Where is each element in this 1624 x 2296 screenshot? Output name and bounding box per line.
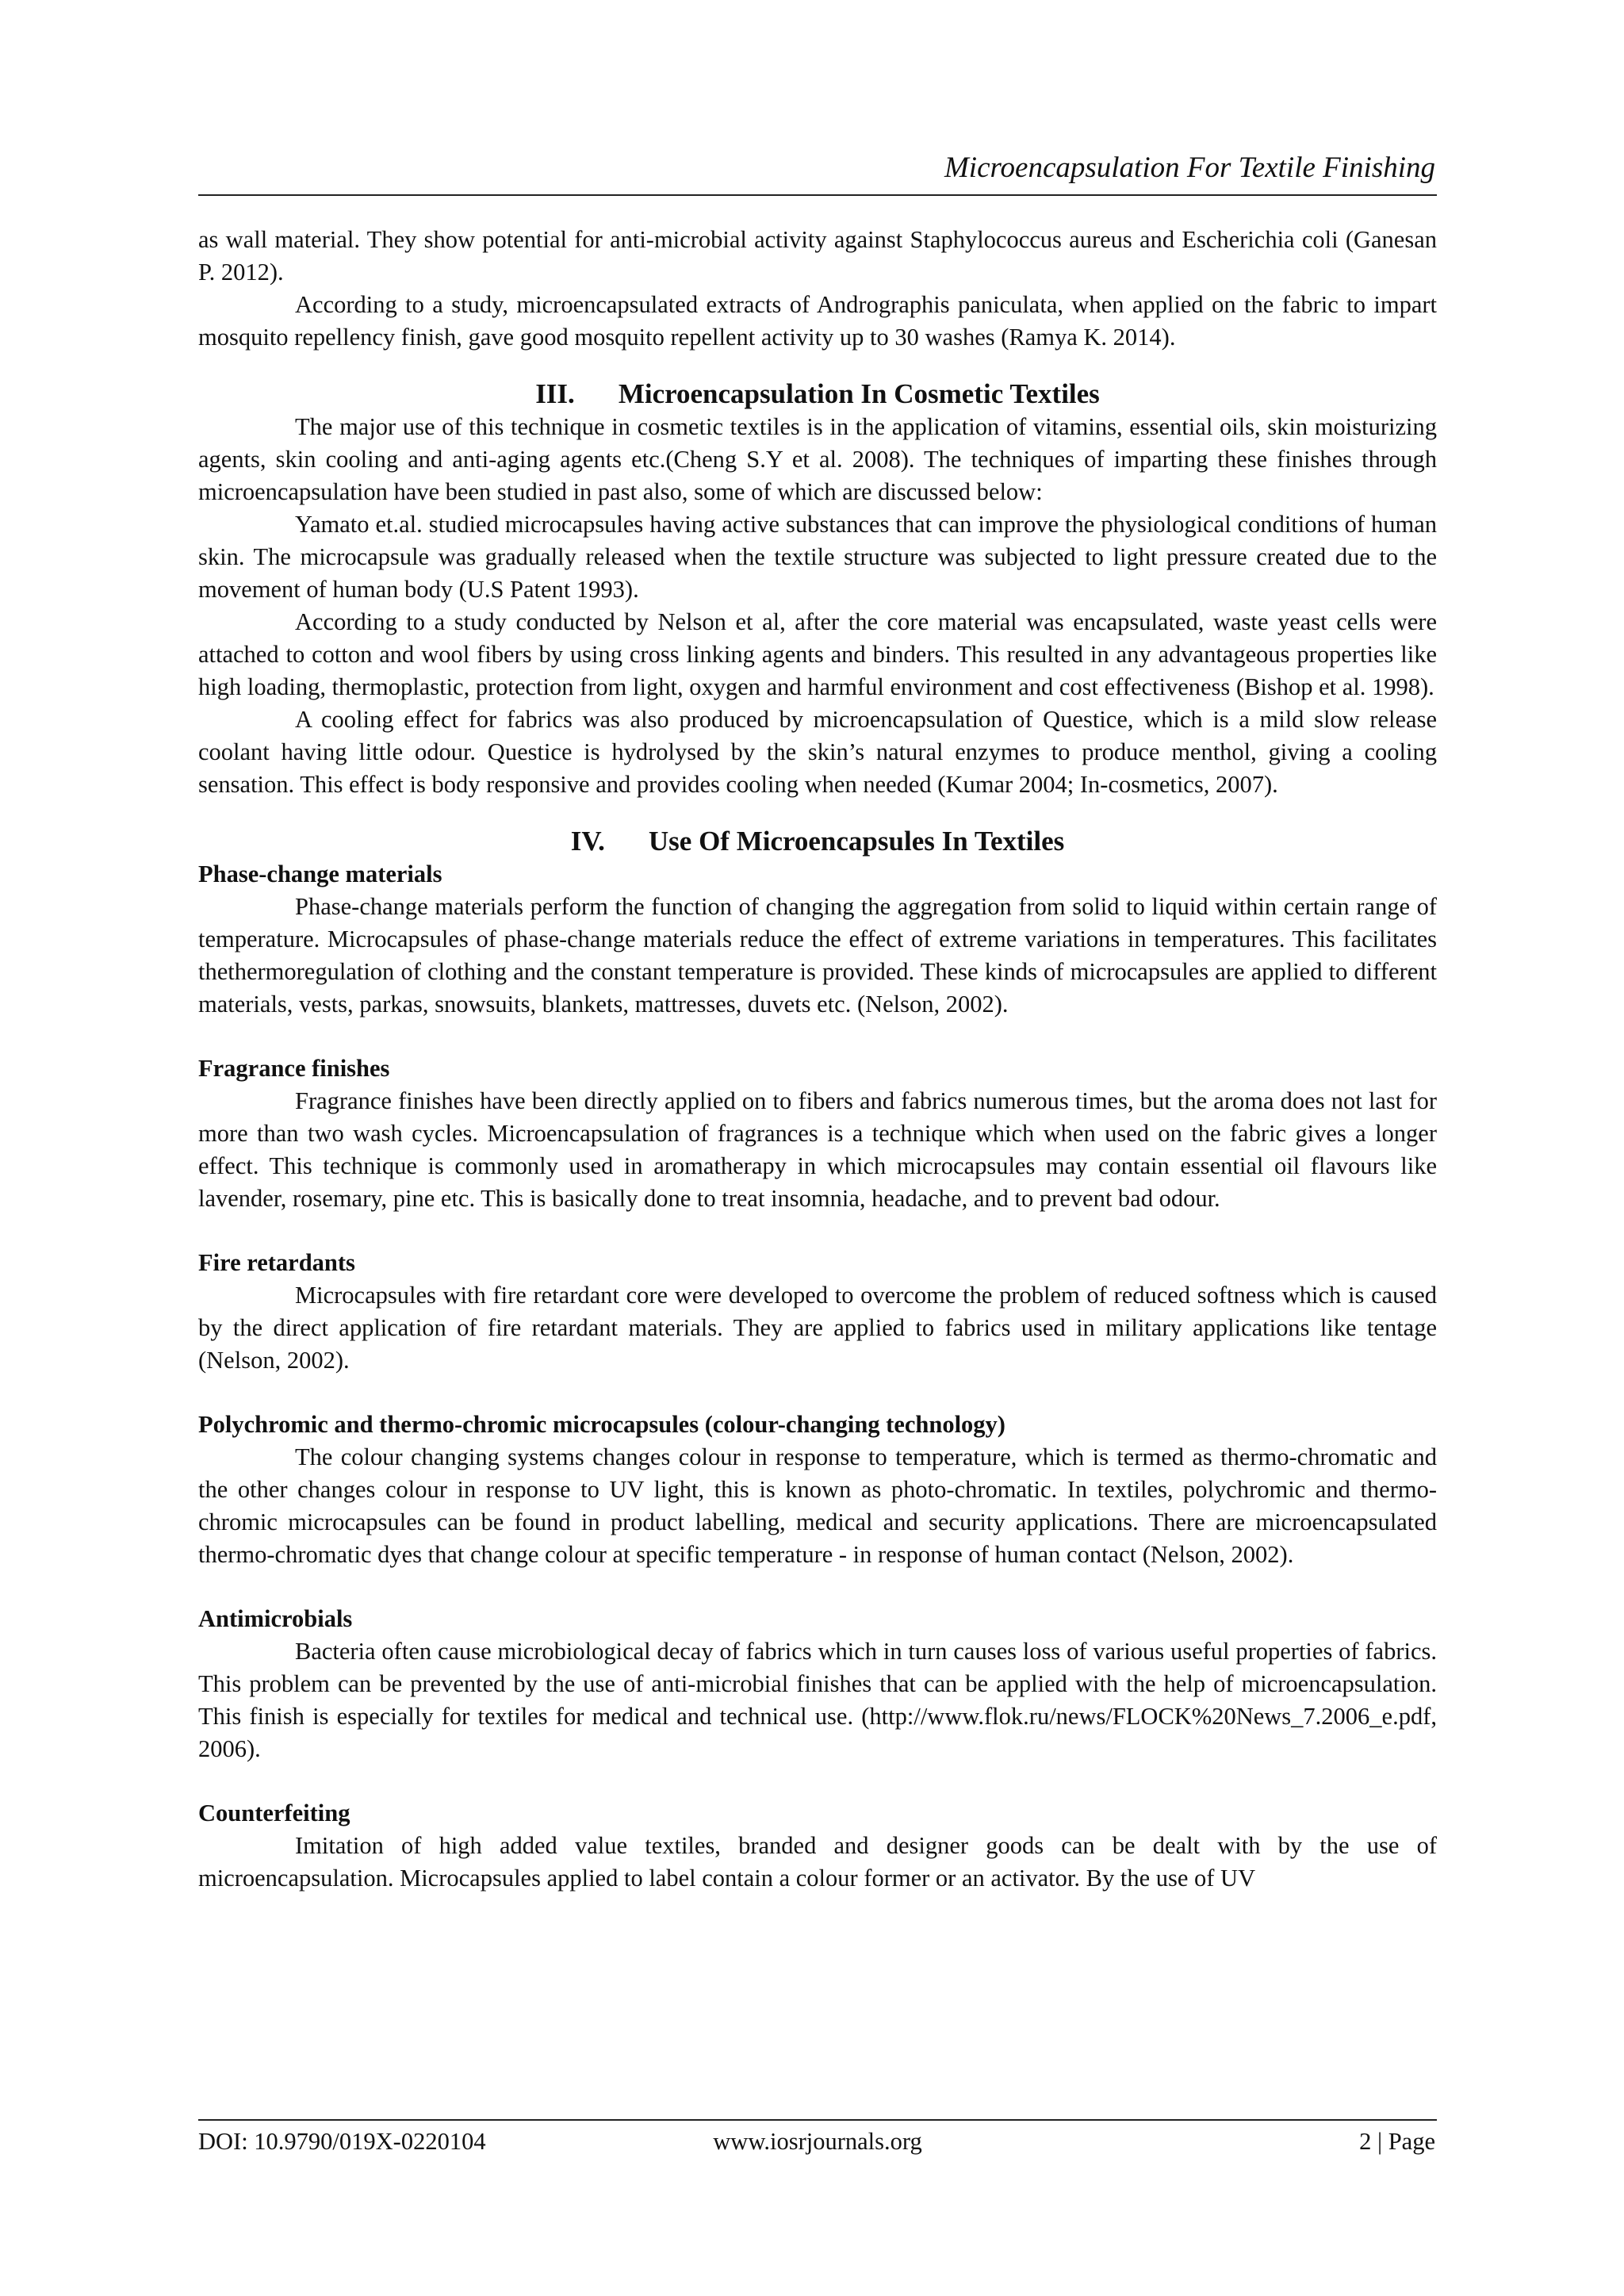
paragraph-continuation: as wall material. They show potential for anti-microbial activity against Staphylococcus aureus and Escherichia coli (Ganesan P. 2012). [198,226,1437,286]
header-rule [198,194,1437,196]
paragraph-fire-retardants: Microcapsules with fire retardant core were developed to overcome the problem of reduced softness which is caused by the direct application of fire retardant materials. They are applied to fabrics used in military applications like tentage (Nelson, 2002). [198,1282,1437,1374]
paragraph-fragrance: Fragrance finishes have been directly applied on to fibers and fabrics numerous times, but the aroma does not last for more than two wash cycles. Microencapsulation of fragrances is a technique which when used on the fabric gives a longer effect. This technique is commonly used in aromatherapy in which microcapsules may contain essential oil flavours like lavender, rosemary, pine etc. This is basically done to treat insomnia, headache, and to prevent bad odour. [198,1087,1437,1212]
subheading-fragrance: Fragrance finishes [198,1055,390,1082]
subheading-chromic: Polychromic and thermo-chromic microcapsules (colour-changing technology) [198,1411,1005,1438]
paragraph-yamato: Yamato et.al. studied microcapsules having active substances that can improve the physiological conditions of human skin. The microcapsule was gradually released when the textile structure was subjected to light pressure created due to the movement of human body (U.S Patent 1993). [198,511,1437,603]
footer-rule [198,2119,1437,2121]
subheading-antimicrobials: Antimicrobials [198,1605,353,1632]
paragraph-antimicrobials: Bacteria often cause microbiological decay of fabrics which in turn causes loss of various useful properties of fabrics. This problem can be prevented by the use of anti-microbial finishes that can be applied with the help of microencapsulation. This finish is especially for textiles for medical and technical use. (http://www.flok.ru/news/FLOCK%20News_7.2006_e.pdf, 2006). [198,1638,1437,1762]
paragraph-mosquito-repellency: According to a study, microencapsulated extracts of Andrographis paniculata, when applied on the fabric to impart mosquito repellency finish, gave good mosquito repellent activity up to 30 washes (Ramya K. 2014). [198,291,1437,351]
paragraph-nelson-yeast: According to a study conducted by Nelson et al, after the core material was encapsulated, waste yeast cells were attached to cotton and wool fibers by using cross linking agents and binders. This resulted in any advantageous properties like high loading, thermoplastic, protection from light, oxygen and harmful environment and cost effectiveness (Bishop et al. 1998). [198,608,1437,700]
subheading-phase-change: Phase-change materials [198,861,442,887]
section-number: III. [535,378,575,409]
subheading-counterfeiting: Counterfeiting [198,1800,350,1826]
footer-doi: DOI: 10.9790/019X-0220104 [198,2128,486,2155]
article-body [198,224,1437,1895]
section-title: Microencapsulation In Cosmetic Textiles [618,378,1100,409]
paragraph-cooling-effect: A cooling effect for fabrics was also produced by microencapsulation of Questice, which is a mild slow release coolant having little odour. Questice is hydrolysed by the skin’s natural enzymes to produce menthol, giving a cooling sensation. This effect is body responsive and provides cooling when needed (Kumar 2004; In-cosmetics, 2007). [198,706,1437,798]
footer-website: www.iosrjournals.org [713,2128,922,2155]
paragraph-counterfeiting: Imitation of high added value textiles, branded and designer goods can be dealt with by the use of microencapsulation. Microcapsules applied to label contain a colour former or an activator. By the use of UV [198,1832,1437,1892]
footer-page-number: 2 | Page [1359,2128,1435,2155]
paragraph-cosmetic-use: The major use of this technique in cosmetic textiles is in the application of vitamins, essential oils, skin moisturizing agents, skin cooling and anti-aging agents etc.(Cheng S.Y et al. 2008). The techniques of imparting these finishes through microencapsulation have been studied in past also, some of which are discussed below: [198,413,1437,505]
paragraph-chromic: The colour changing systems changes colour in response to temperature, which is termed as thermo-chromatic and the other changes colour in response to UV light, this is known as photo-chromatic. In textiles, polychromic and thermo-chromic microcapsules can be found in product labelling, medical and security applications. There are microencapsulated thermo-chromatic dyes that change colour at specific temperature - in response of human contact (Nelson, 2002). [198,1443,1437,1568]
section-title: Use Of Microencapsules In Textiles [648,826,1065,857]
section-heading-use-in-textiles [198,825,1437,858]
running-header: Microencapsulation For Textile Finishing [944,151,1435,184]
section-heading-cosmetic-textiles [198,378,1437,411]
subheading-fire-retardants: Fire retardants [198,1249,355,1276]
section-number: IV. [570,826,605,857]
paragraph-phase-change: Phase-change materials perform the function of changing the aggregation from solid to liquid within certain range of temperature. Microcapsules of phase-change materials reduce the effect of extreme variations in temperatures. This facilitates thethermoregulation of clothing and the constant temperature is provided. These kinds of microcapsules are applied to different materials, vests, parkas, snowsuits, blankets, mattresses, duvets etc. (Nelson, 2002). [198,893,1437,1018]
